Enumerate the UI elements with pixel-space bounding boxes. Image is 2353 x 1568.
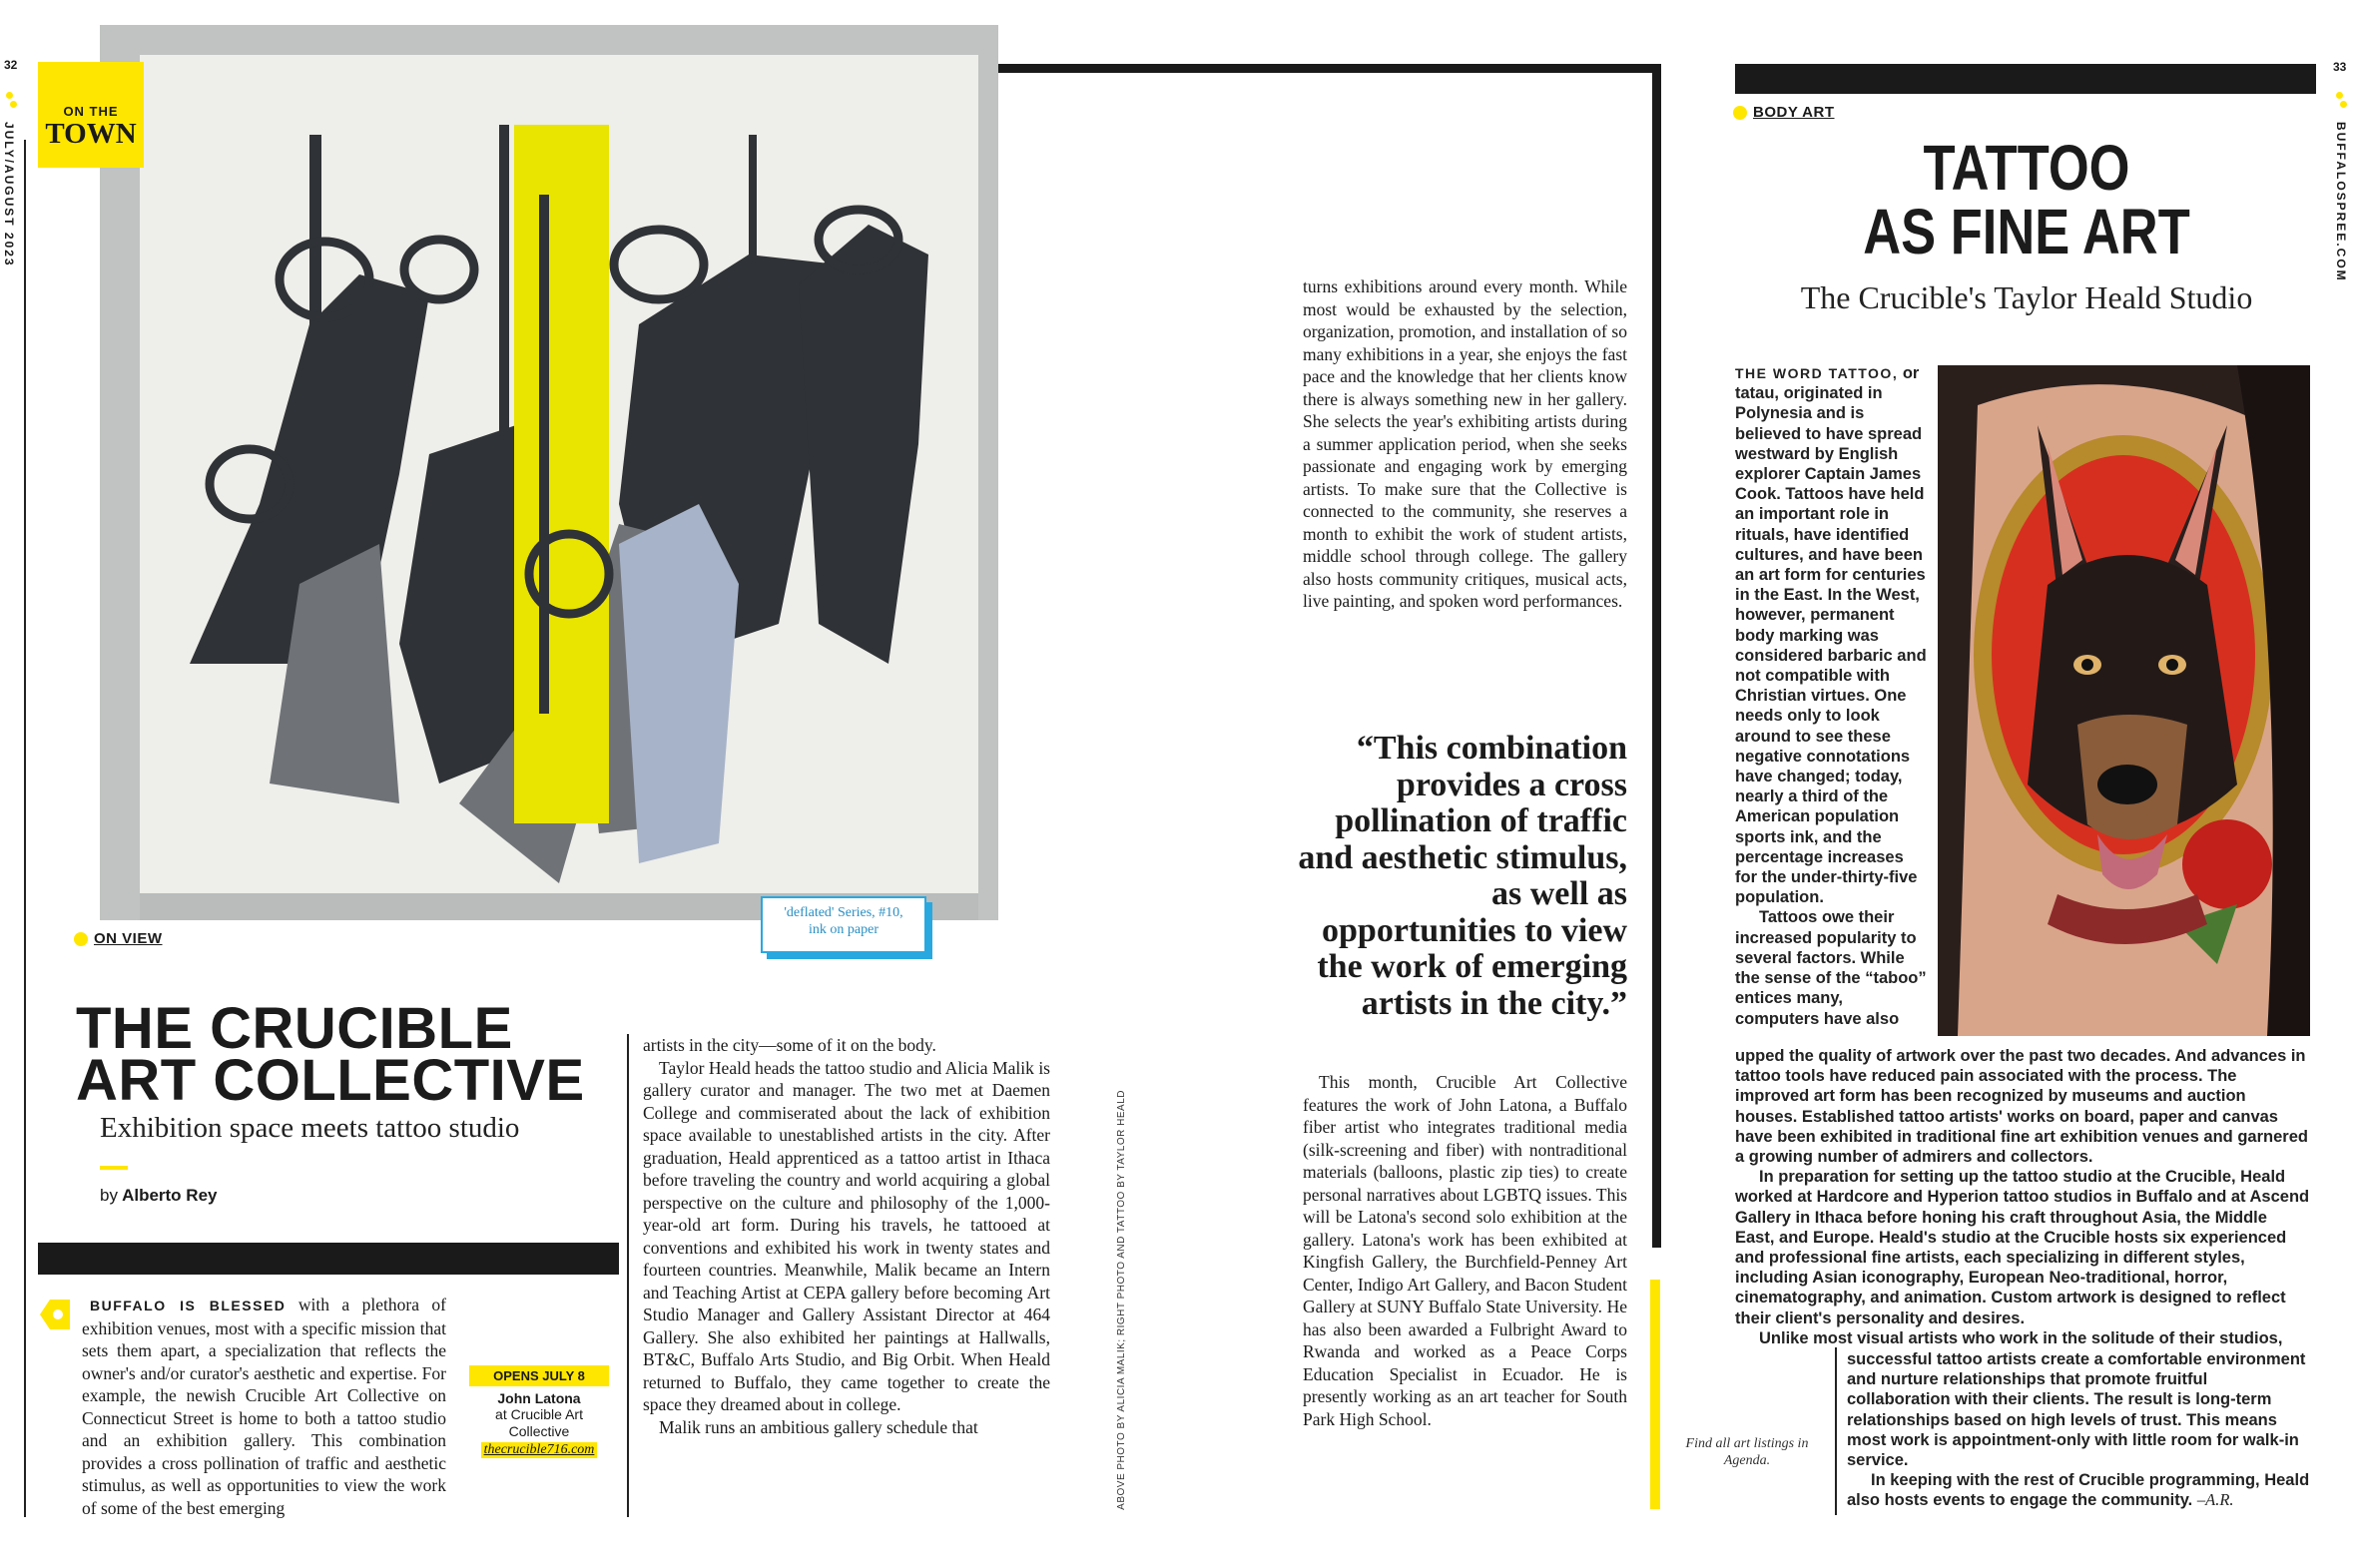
left-margin-rule	[24, 140, 26, 1517]
issue-date-vertical: JULY/AUGUST 2023	[2, 122, 16, 267]
left-headline	[76, 996, 635, 1113]
photo-caption-line1: 'deflated' Series, #10,	[784, 905, 903, 920]
yellow-dot-icon-right	[1733, 106, 1747, 120]
right-narrow-column	[1735, 363, 1930, 1029]
right-headline-line2: AS FINE ART	[1863, 196, 2190, 267]
info-opens-label: OPENS JULY 8	[469, 1365, 609, 1386]
right-indent-column	[1847, 1349, 2312, 1511]
page-number-left: 32	[4, 58, 18, 72]
col2-p3: Malik runs an ambitious gallery schedule that	[659, 1416, 978, 1437]
right-indent-p4-text: In keeping with the rest of Crucible programming, Heald also hosts events to engage the community.	[1847, 1471, 2310, 1510]
photo-credit: ABOVE PHOTO BY ALICIA MALIK; RIGHT PHOTO AND TATTOO BY TAYLOR HEALD	[1116, 1090, 1127, 1510]
headline-line1: THE CRUCIBLE	[76, 996, 513, 1061]
right-indent-p3: successful tattoo artists create a comfortable environment and nurture relationships that promote fruitful collaboration with their clients. The result is long-term relationships based on high levels of trust. This means most work is appointment-only with little room for walk-in service.	[1847, 1350, 2306, 1470]
section-label-on-view	[74, 930, 163, 948]
tattoo-photo	[1938, 365, 2310, 1036]
body-art-label: BODY ART	[1753, 104, 1835, 121]
col1-text: with a plethora of exhibition venues, most with a specific mission that sets them apart, a specialization that reflects the owner's and/or curator's aesthetic and expertise. For example, the newish Crucible Art Collective on Connecticut Street is home to both a tattoo studio and an exhibition gallery. This combination provides a cross pollination of traffic and aesthetic stimulus, as well as opportunities to view the work of some of the best emerging	[82, 1295, 446, 1518]
on-view-label: ON VIEW	[94, 930, 163, 947]
frame-right-rule	[1652, 64, 1661, 1248]
right-wide-column	[1735, 1046, 2310, 1348]
byline-author: Alberto Rey	[122, 1186, 218, 1205]
photo-caption	[761, 896, 926, 953]
photo-caption-line2: ink on paper	[809, 922, 879, 937]
agenda-note-line2: Agenda.	[1723, 1453, 1771, 1468]
pull-quote: “This combination provides a cross pollination of traffic and aesthetic stimulus, as well as opportunities to view the work of emerging artists in the city.”	[1298, 730, 1627, 1022]
right-wide-p1: upped the quality of artwork over the past two decades. And advances in tattoo tools have reduced pain associated with the process. The improved art form has been recognized by museums and auction houses. Established tattoo artists' works on board, paper and canvas have been exhibited in traditional fine art exhibition venues and garnered a growing number of admirers and collectors.	[1735, 1047, 2308, 1167]
black-bar-left	[38, 1243, 619, 1275]
right-headline-line1: TATTOO	[1923, 132, 2130, 204]
margin-dots-left	[6, 92, 18, 108]
byline-prefix: by	[100, 1186, 118, 1205]
yellow-side-strip	[1650, 1280, 1660, 1509]
info-box	[469, 1365, 609, 1458]
signoff: –A.R.	[2196, 1490, 2234, 1510]
left-column-3-p2: This month, Crucible Art Collective features the work of John Latona, a Buffalo fiber artist who integrates traditional media (silk-screening and fiber) with nontraditional materials (balloons, plastic zip ties) to create personal narratives about LGBTQ issues. This will be Latona's second solo exhibition at the gallery. Latona's work has been exhibited at Kingfish Gallery, the Burchfield-Penney Art Center, Indigo Art Gallery, and Bacon Student Gallery at SUNY Buffalo State University. He has also been awarded a Fulbright Award to Rwanda and worked as a Peace Corps Education Specialist in Ecuador. He is presently working as an art teacher for South Park High School.	[1303, 1072, 1627, 1429]
right-headline	[1789, 132, 2264, 267]
info-venue-line2: Collective	[508, 1423, 570, 1439]
right-page-number: 33	[2333, 60, 2347, 74]
info-venue-line1: at Crucible Art	[495, 1406, 583, 1422]
right-indent-p4	[1847, 1470, 2312, 1510]
left-subheadline: Exhibition space meets tattoo studio	[100, 1112, 520, 1144]
info-url-link[interactable]: thecrucible716.com	[481, 1442, 598, 1458]
right-narrow-p2: Tattoos owe their increased popularity to several factors. While the sense of the “taboo” entices many, computers have also	[1735, 908, 1927, 1028]
lead-caps: BUFFALO IS BLESSED	[90, 1298, 287, 1313]
right-top-bar	[1735, 64, 2316, 94]
left-column-2-rule	[627, 1034, 629, 1517]
right-wide-p3: Unlike most visual artists who work in the solitude of their studios,	[1759, 1328, 2283, 1347]
col2-p2: Taylor Heald heads the tattoo studio and Alicia Malik is gallery curator and manager. The two met at Daemen College and commiserated about the lack of exhibition space available to unestablished artists in the city. After graduation, Heald apprenticed as a tattoo artist in Ithaca before traveling the country and world acquiring a global perspective on the culture and philosophy of the 1,000-year-old art form. During his travels, he tattooed at conventions and exhibited his work in twenty states and fourteen countries. Meanwhile, Malik became an Intern and Teaching Artist at CEPA gallery before becoming Art Studio Manager and Gallery Assistant Director at 464 Gallery. She also exhibited her paintings at Hallwalls, BT&C, Buffalo Arts Studio, and Big Orbit. When Heald returned to Buffalo, they came together to create the space they dreamed about in college.	[643, 1057, 1050, 1414]
agenda-note-line1: Find all art listings in	[1685, 1436, 1809, 1451]
yellow-rule	[100, 1166, 128, 1170]
byline	[100, 1186, 217, 1206]
indent-rule	[1835, 1347, 1837, 1515]
left-column-2	[643, 1034, 1050, 1438]
left-column-3: turns exhibitions around every month. While most would be exhausted by the selection, organization, promotion, and installation of so many exhibitions in a year, she enjoys the fast pace and the knowledge that her clients know there is always something new in her gallery. She selects the year's exhibiting artists during a summer application period, when she seeks passionate and engaging work by emerging artists. To make sure that the Collective is connected to the community, she reserves a month to exhibit the work of student artists, middle school through college. The gallery also hosts community critiques, musical acts, live painting, and spoken word performances.	[1303, 276, 1627, 611]
badge-line2: TOWN	[45, 118, 137, 150]
right-wide-p2: In preparation for setting up the tattoo studio at the Crucible, Heald worked at Hardcore and Hyperion tattoo studios in Buffalo and at Ascend Gallery in Ithaca before honing his craft throughout Asia, the Middle East, and Europe. Heald's studio at the Crucible hosts six experienced and professional fine artists, each specializing in different styles, including Asian iconography, European Neo-traditional, horror, cinematography, and animation. Custom artwork is designed to reflect their client's personality and desires.	[1735, 1168, 2310, 1327]
on-the-town-badge	[38, 62, 144, 168]
right-lead-caps: THE WORD TATTOO,	[1735, 365, 1899, 381]
site-vertical: BUFFALOSPREE.COM	[2334, 122, 2348, 282]
agenda-note	[1669, 1435, 1825, 1469]
artwork-photo	[100, 25, 998, 920]
right-subheadline: The Crucible's Taylor Heald Studio	[1800, 279, 2253, 315]
info-artist: John Latona	[497, 1390, 581, 1406]
badge-line1: ON THE	[63, 104, 119, 119]
margin-dots-right	[2336, 92, 2348, 108]
frame-top-rule	[998, 64, 1661, 73]
col2-p1: artists in the city—some of it on the body.	[643, 1035, 936, 1055]
right-narrow-text: or tatau, originated in Polynesia and is believed to have spread westward by English explorer Captain James Cook. Tattoos have held an important role in rituals, have identified cultures, and have been an art form for centuries in the East. In the West, however, permanent body marking was considered barbaric and not compatible with Christian virtues. One needs only to look around to see these negative connotations have changed; today, nearly a third of the American population sports ink, and the percentage increases for the under-thirty-five population.	[1735, 364, 1927, 907]
headline-line2: ART COLLECTIVE	[76, 1048, 585, 1113]
lead-arrow-icon	[36, 1296, 74, 1333]
yellow-dot-icon	[74, 932, 88, 946]
section-label-body-art	[1733, 104, 1835, 122]
left-column-1	[82, 1294, 446, 1519]
